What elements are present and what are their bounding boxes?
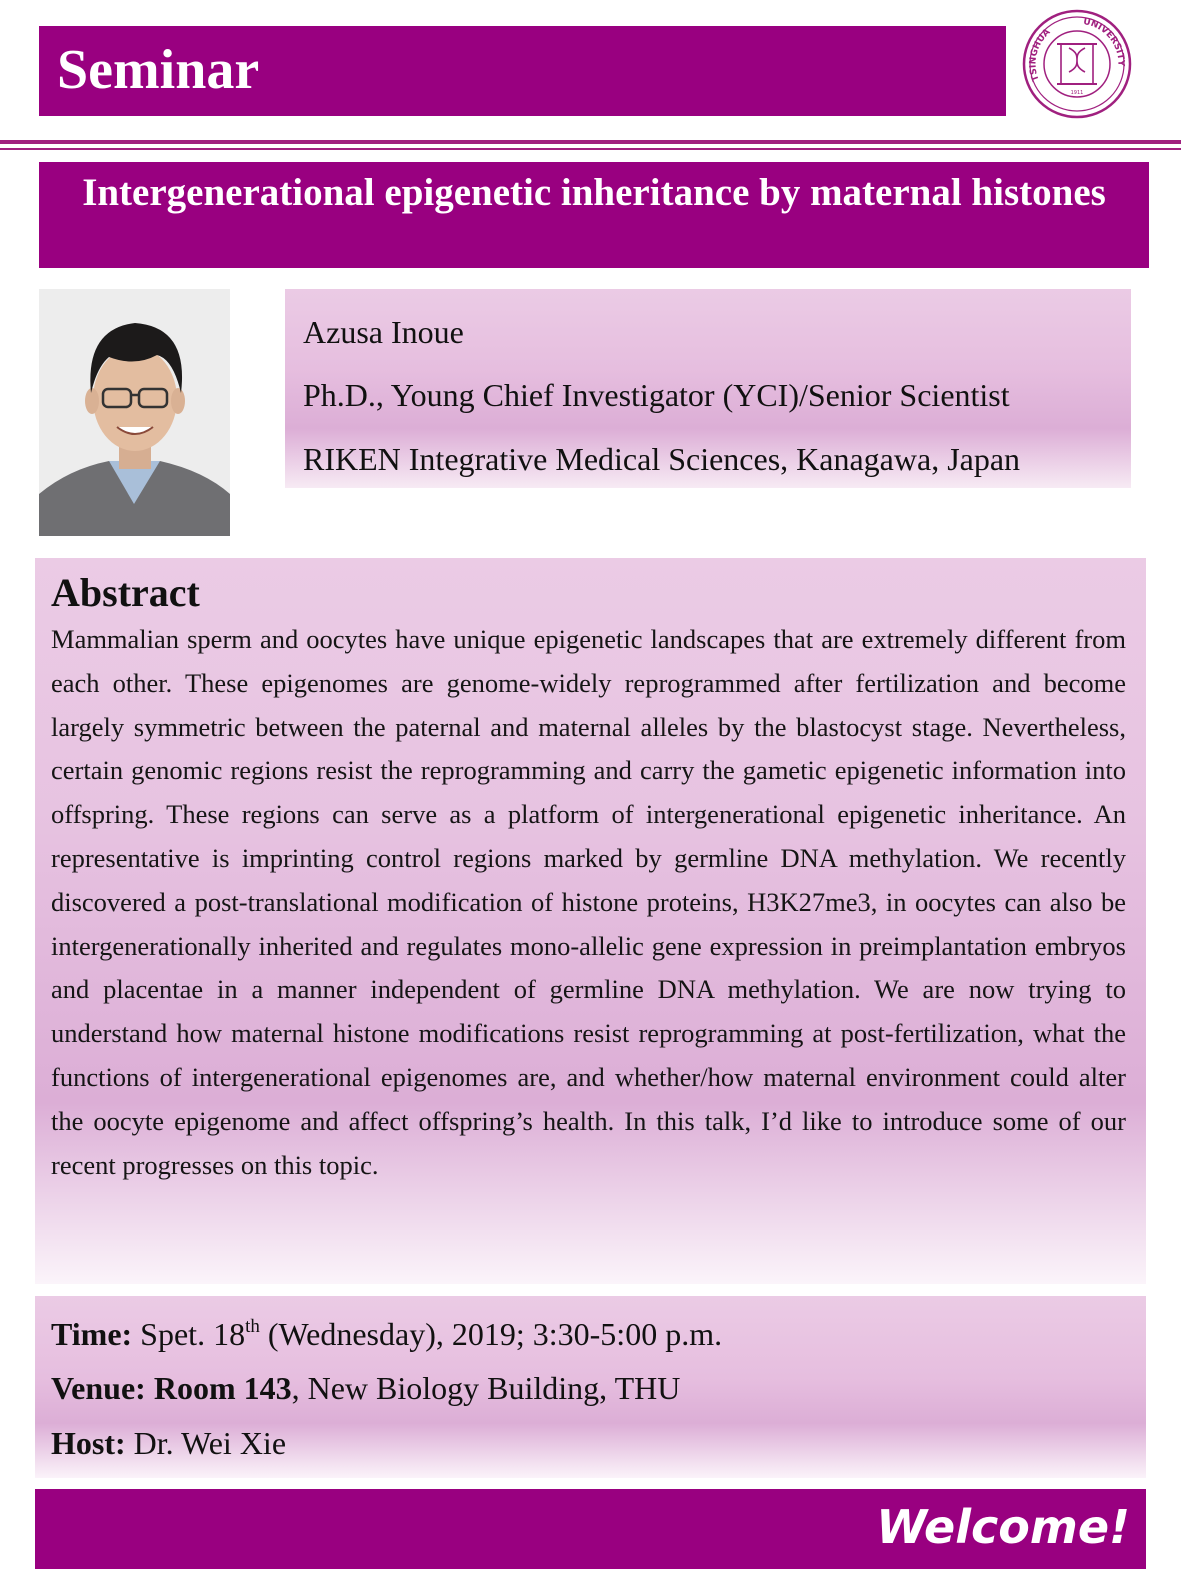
welcome-text: Welcome!: [876, 1500, 1130, 1554]
venue-rest: , New Biology Building, THU: [291, 1370, 681, 1406]
seal-text-left: TSINGHUA: [1028, 27, 1053, 83]
divider-top: [0, 140, 1181, 144]
time-line: [51, 1314, 722, 1354]
university-seal-icon: [1021, 8, 1133, 120]
host-name: Dr. Wei Xie: [125, 1425, 287, 1461]
divider-bottom: [0, 148, 1181, 150]
host-label: Host:: [51, 1425, 126, 1461]
time-label: Time:: [51, 1316, 133, 1352]
time-ordinal: th: [245, 1316, 260, 1337]
venue-label: Venue:: [51, 1370, 146, 1406]
time-date: Spet. 18: [140, 1316, 246, 1352]
header-banner: [39, 26, 1006, 116]
page-title: Seminar: [57, 39, 260, 101]
talk-title: Intergenerational epigenetic inheritance by maternal histones: [39, 162, 1149, 268]
time-rest: (Wednesday), 2019; 3:30-5:00 p.m.: [259, 1316, 723, 1352]
venue-line: [51, 1368, 680, 1408]
venue-room: Room 143: [145, 1370, 292, 1406]
speaker-name: Azusa Inoue: [303, 314, 464, 350]
speaker-info: [285, 289, 1131, 488]
abstract-section: [35, 558, 1146, 1284]
speaker-photo: [39, 289, 230, 536]
abstract-text: Mammalian sperm and oocytes have unique epigenetic landscapes that are extremely different from each other. These epigenomes are genome-widely reprogrammed after fertilization and become largely symmetric between the paternal and maternal alleles by the blastocyst stage. Nevertheless, certain genomic regions resist the reprogramming and carry the gametic epigenetic information into offspring. These regions can serve as a platform of intergenerational epigenetic inheritance. An representative is imprinting control regions marked by germline DNA methylation. We recently discovered a post-translational modification of histone proteins, H3K27me3, in oocytes can also be intergenerationally inherited and regulates mono-allelic gene expression in preimplantation embryos and placentae in a manner independent of germline DNA methylation. We are now trying to understand how maternal histone modifications resist reprogramming at post-fertilization, what the functions of intergenerational epigenomes are, and whether/how maternal environment could alter the oocyte epigenome and affect offspring’s health. In this talk, I’d like to introduce some of our recent progresses on this topic.: [51, 624, 1126, 1180]
speaker-affiliation: RIKEN Integrative Medical Sciences, Kanagawa, Japan: [303, 441, 1021, 477]
footer-banner: [35, 1489, 1146, 1569]
seal-text-right: UNIVERSITY: [1082, 16, 1126, 67]
host-line: [51, 1423, 286, 1463]
seal-year: 1911: [1070, 90, 1084, 96]
event-details: [35, 1296, 1146, 1478]
speaker-position: Ph.D., Young Chief Investigator (YCI)/Senior Scientist: [303, 377, 1010, 413]
abstract-heading: Abstract: [51, 570, 200, 615]
